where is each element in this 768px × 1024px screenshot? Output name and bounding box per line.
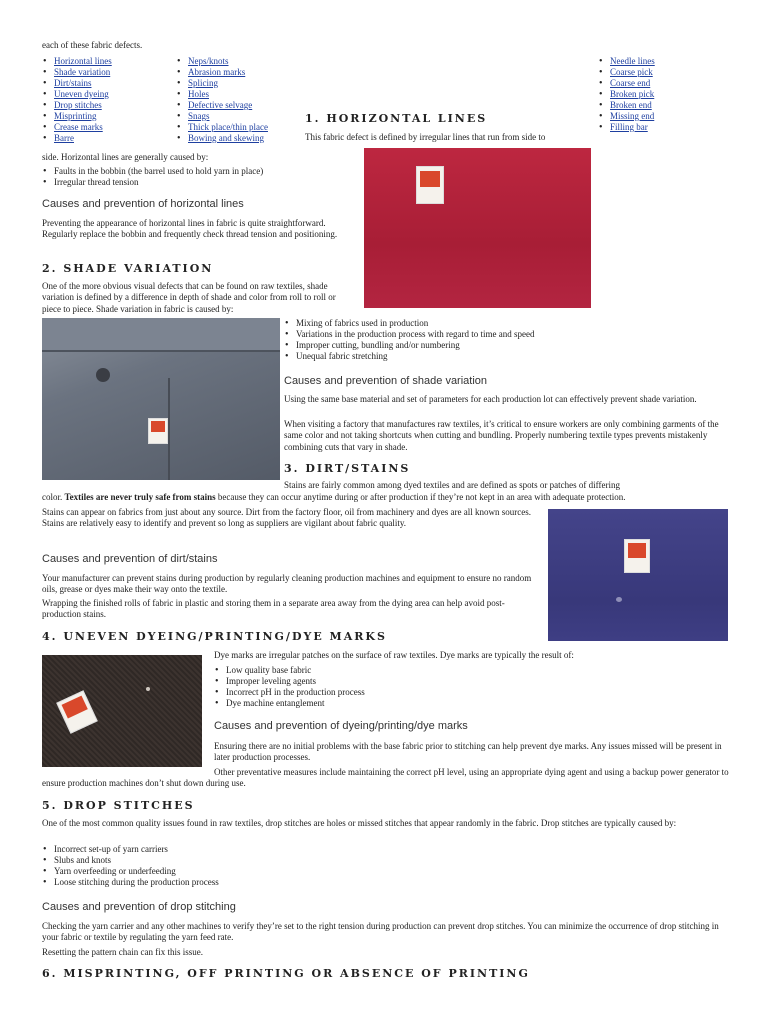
list-item [598,111,718,122]
section-heading-drop-stitches: 5. DROP STITCHES [42,799,195,812]
defect-link-missing-end[interactable]: Missing end [610,111,655,121]
list-item [176,122,296,133]
subheading-drop-stitching: Causes and prevention of drop stitching [42,901,236,913]
grey-pants-photo [42,318,280,480]
shade-variation-text: One of the more obvious visual defects that can be found on raw textiles, shade variation is defined by a difference in depth of shade and color from roll to roll or piece to piece. Shade variation in fabric is caused by: [42,281,336,314]
defect-link-needle-lines[interactable]: Needle lines [610,56,655,66]
list-item [598,89,718,100]
defect-link-snags[interactable]: Snags [188,111,210,121]
list-item: • Improper cutting, bundling and/or numbering [284,340,594,351]
list-item: • Improper leveling agents [214,676,514,687]
list-item: • Unequal fabric stretching [284,351,594,362]
subheading-dye-marks: Causes and prevention of dyeing/printing/dye marks [214,720,468,732]
dye-marks-prevention-2: Other preventative measures include maintaining the correct pH level, using an appropriate dying agent and using a backup power generator to ensure production machines don’t shut down during use. [42,767,729,789]
dye-marks-text: Dye marks are irregular patches on the surface of raw textiles. Dye marks are typically the result of: [214,650,574,660]
dirt-stains-text-1: Stains are fairly common among dyed textiles and are defined as spots or patches of differing [284,480,620,490]
fabric-tag [148,418,168,444]
list-item [42,100,172,111]
list-item [42,89,172,100]
fabric-tag [56,690,98,733]
list-item [176,89,296,100]
drop-stitches-prevention-1: Checking the yarn carrier and any other machines to verify they’re set to the right tension during production can prevent drop stitches. You can minimize the occurrence of drop stitching in your fabric or textile by regulating the yarn feed rate. [42,921,719,943]
section-heading-horizontal-lines: 1. HORIZONTAL LINES [305,112,488,125]
defect-link-shade-variation[interactable]: Shade variation [54,67,111,77]
dye-marks-prevention-1: Ensuring there are no initial problems with the base fabric prior to stitching can help prevent dye marks. Any issues missed will be present in later production processes. [214,741,722,763]
list-item [176,111,296,122]
list-item: • Incorrect pH in the production process [214,687,514,698]
defect-link-barre[interactable]: Barre [54,133,74,143]
horizontal-lines-text-cont: side. Horizontal lines are generally caused by: [42,152,209,162]
defect-link-splicing[interactable]: Splicing [188,78,219,88]
fabric-tag [624,539,650,573]
list-item [42,133,172,144]
list-item [176,78,296,89]
defect-link-broken-pick[interactable]: Broken pick [610,89,655,99]
defect-list-col2 [176,56,296,144]
subheading-shade-variation: Causes and prevention of shade variation [284,375,488,387]
defect-link-coarse-end[interactable]: Coarse end [610,78,651,88]
defect-link-defective-selvage[interactable]: Defective selvage [188,100,253,110]
list-item [176,100,296,111]
list-item [598,122,718,133]
defect-link-crease-marks[interactable]: Crease marks [54,122,103,132]
list-item: • Slubs and knots [42,855,442,866]
dye-marks-causes [214,665,514,709]
intro-text: each of these fabric defects. [42,40,143,50]
section-heading-shade-variation: 2. SHADE VARIATION [42,262,214,275]
list-item: • Irregular thread tension [42,177,342,188]
section-heading-dirt-stains: 3. DIRT/STAINS [284,462,411,475]
list-item: • Incorrect set-up of yarn carriers [42,844,442,855]
drop-stitches-causes [42,844,442,888]
list-item [42,56,172,67]
list-item: • Variations in the production process with regard to time and speed [284,329,594,340]
list-item: • Low quality base fabric [214,665,514,676]
list-item: • Dye machine entanglement [214,698,514,709]
list-item [598,78,718,89]
list-item: • Yarn overfeeding or underfeeding [42,866,442,877]
list-item [42,111,172,122]
dirt-stains-prevention-1: Your manufacturer can prevent stains during production by regularly cleaning production machines and equipment to ensure no random oils, grease or dyes make their way onto the textile. [42,573,532,595]
list-item [598,100,718,111]
defect-link-drop-stitches[interactable]: Drop stitches [54,100,102,110]
defect-link-abrasion-marks[interactable]: Abrasion marks [188,67,246,77]
subheading-dirt-stains: Causes and prevention of dirt/stains [42,553,218,565]
list-item [176,56,296,67]
defect-link-filling-bar[interactable]: Filling bar [610,122,648,132]
shade-variation-prevention-1: Using the same base material and set of parameters for each production lot can effectively prevent shade variation. [284,394,697,404]
subheading-horizontal-lines: Causes and prevention of horizontal lines [42,198,244,210]
dark-fabric-photo [42,655,202,767]
dirt-stains-text-3: Stains can appear on fabrics from just about any source. Dirt from the factory floor, oil from machinery and dyes are all known sources. Stains are relatively easy to identify and prevent so long as suppliers are vigilant about fabric quality. [42,507,531,529]
defect-list-col1 [42,56,172,144]
dirt-stains-prevention-2: Wrapping the finished rolls of fabric in plastic and storing them in a separate area away from the dying area can help avoid post-production stains. [42,598,505,620]
defect-link-dirt-stains[interactable]: Dirt/stains [54,78,92,88]
shade-variation-prevention-2: When visiting a factory that manufactures raw textiles, it’s critical to ensure workers are only combining garments of the same color and not taking shortcuts when cutting and bundling. Properly numbering textile types prevents mistakenly combining cuts that vary in shade. [284,419,719,452]
defect-link-neps-knots[interactable]: Neps/knots [188,56,229,66]
defect-link-bowing-and-skewing[interactable]: Bowing and skewing [188,133,264,143]
list-item [42,122,172,133]
horizontal-lines-prevention: Preventing the appearance of horizontal lines in fabric is quite straightforward. Regularly replace the bobbin and frequently check thread tension and positioning. [42,218,338,240]
section-heading-uneven-dyeing: 4. UNEVEN DYEING/PRINTING/DYE MARKS [42,630,387,643]
defect-link-coarse-pick[interactable]: Coarse pick [610,67,653,77]
list-item [176,67,296,78]
red-fabric-photo [364,148,591,308]
defect-link-misprinting[interactable]: Misprinting [54,111,97,121]
horizontal-lines-causes [42,166,342,188]
shade-variation-causes [284,318,594,362]
list-item [598,67,718,78]
fabric-tag [416,166,444,204]
list-item [176,133,296,144]
list-item [42,67,172,78]
defect-link-broken-end[interactable]: Broken end [610,100,652,110]
drop-stitches-prevention-2: Resetting the pattern chain can fix this issue. [42,947,203,957]
list-item [598,56,718,67]
horizontal-lines-text: This fabric defect is defined by irregular lines that run from side to [305,132,546,142]
defect-link-uneven-dyeing[interactable]: Uneven dyeing [54,89,109,99]
dirt-stains-text-2: color. Textiles are never truly safe from stains because they can occur anytime during or after production if they’re not kept in an area with adequate protection. [42,492,626,502]
list-item: • Loose stitching during the production process [42,877,442,888]
defect-link-thick-place-thin-place[interactable]: Thick place/thin place [188,122,268,132]
defect-link-holes[interactable]: Holes [188,89,209,99]
defect-link-horizontal-lines[interactable]: Horizontal lines [54,56,112,66]
drop-stitches-text: One of the most common quality issues found in raw textiles, drop stitches are holes or missed stitches that appear randomly in the fabric. Drop stitches are typically caused by: [42,818,677,828]
list-item [42,78,172,89]
list-item: • Faults in the bobbin (the barrel used to hold yarn in place) [42,166,342,177]
blue-fabric-photo [548,509,728,641]
defect-list-col3 [598,56,718,133]
section-heading-misprinting: 6. MISPRINTING, OFF PRINTING OR ABSENCE OF PRINTING [42,967,530,980]
list-item: • Mixing of fabrics used in production [284,318,594,329]
